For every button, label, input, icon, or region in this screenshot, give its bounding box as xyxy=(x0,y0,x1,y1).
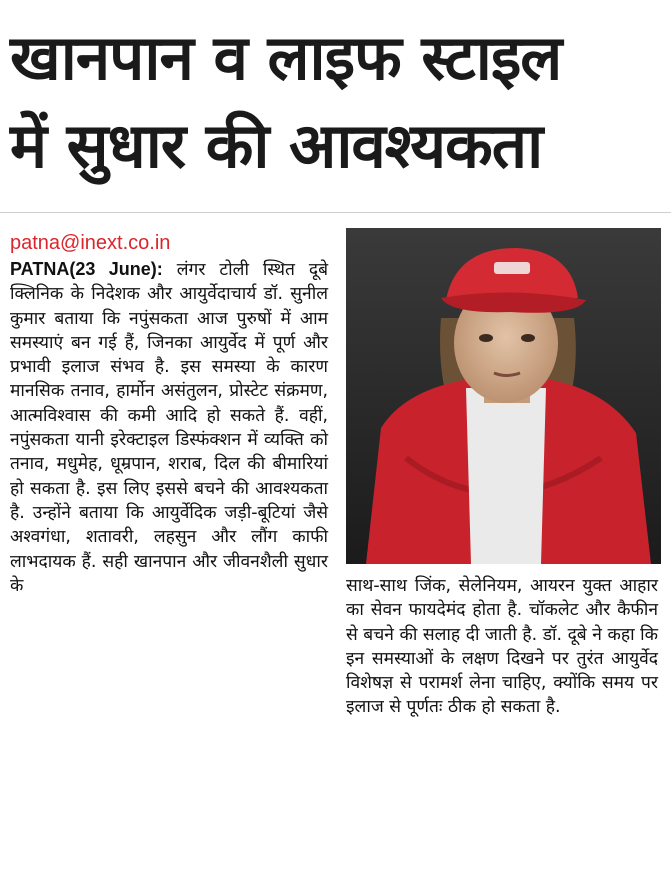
article-column-right: साथ-साथ जिंक, सेलेनियम, आयरन युक्त आहार का सेवन फायदेमंद होता है. चॉकलेट और कैफीन से बचने की सलाह दी जाती है. डॉ. दूबे ने कहा कि इन समस्याओं के लक्षण दिखने पर तुरंत आयुर्वेद विशेषज्ञ से परामर्श लेना चाहिए, क्योंकि समय पर इलाज से पूर्णतः ठीक हो सकता है. xyxy=(346,576,658,718)
article-column-left xyxy=(10,257,328,598)
headline-line-2: में सुधार की आवश्यकता xyxy=(10,109,543,182)
portrait-illustration xyxy=(346,228,661,564)
headline-line-1: खानपान व लाइफ स्टाइल xyxy=(10,21,562,94)
headline xyxy=(10,14,665,190)
divider xyxy=(0,212,671,213)
email-link[interactable]: patna@inext.co.in xyxy=(10,232,171,254)
portrait-photo xyxy=(346,228,661,564)
dateline: PATNA(23 June): xyxy=(10,259,163,279)
article-text-left: लंगर टोली स्थित दूबे क्लिनिक के निदेशक और आयुर्वेदाचार्य डॉ. सुनील कुमार बताया कि नपुंसकता आज पुरुषों में आम समस्याएं बन गई हैं, जिनका आयुर्वेद में पूर्ण और प्रभावी इलाज संभव है. इस समस्या के कारण मानसिक तनाव, हार्मोन असंतुलन, प्रोस्टेट संक्रमण, आत्मविश्वास की कमी आदि हो सकते हैं. वहीं, नपुंसकता यानी इरेक्टाइल डिस्फंक्शन में व्यक्ति को तनाव, मधुमेह, धूम्रपान, शराब, दिल की बीमारियां हो सकता है. इस लिए इससे बचने की आवश्यकता है. उन्होंने बताया कि आयुर्वेदिक जड़ी-बूटियां जैसे अश्वगंधा, शतावरी, लहसुन और लौंग काफी लाभदायक हैं. सही खानपान और जीवनशैली सुधार के xyxy=(10,260,328,596)
